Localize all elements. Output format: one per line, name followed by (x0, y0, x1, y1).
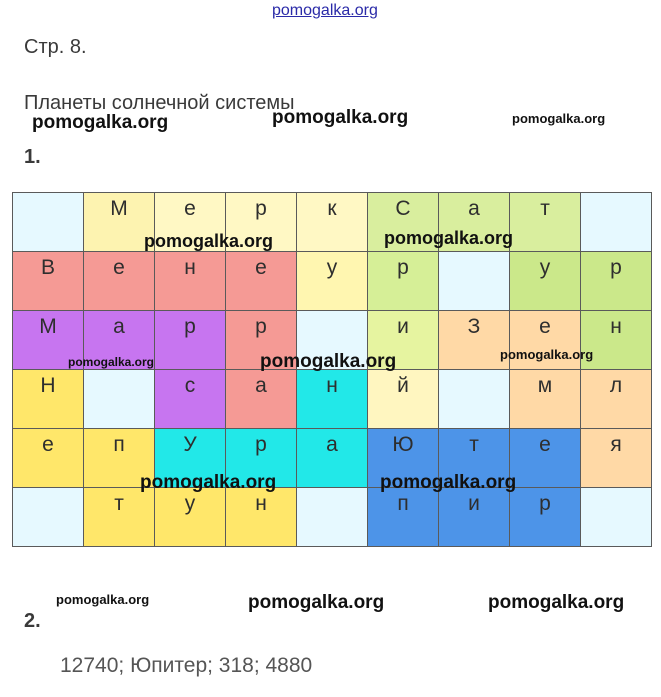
cell-letter: р (255, 197, 267, 220)
top-watermark-link[interactable]: pomogalka.org (272, 2, 378, 19)
cell-letter: н (184, 256, 196, 279)
cell-letter: р (539, 492, 551, 515)
grid-cell (297, 252, 368, 311)
watermark: pomogalka.org (384, 228, 514, 248)
cell-letter: и (397, 315, 409, 338)
cell-letter: у (539, 256, 551, 279)
cell-letter: р (255, 315, 267, 338)
cell-letter: п (113, 433, 125, 456)
grid-cell (13, 488, 84, 547)
grid-cell (155, 370, 226, 429)
cell-letter: у (326, 256, 338, 279)
grid-row (13, 370, 652, 429)
cell-letter: С (395, 197, 411, 220)
grid-cell (368, 488, 439, 547)
grid-cell (13, 429, 84, 488)
grid-cell (581, 488, 652, 547)
grid-cell (439, 488, 510, 547)
page-label: Стр. 8. (24, 36, 87, 58)
cell-letter (581, 193, 651, 197)
cell-letter: к (327, 197, 337, 220)
cell-letter: н (610, 315, 622, 338)
cell-letter: м (537, 374, 553, 397)
cell-letter (13, 488, 83, 492)
grid-cell (226, 488, 297, 547)
cell-letter (13, 193, 83, 197)
grid-cell (297, 488, 368, 547)
grid-cell (368, 370, 439, 429)
grid-row (13, 488, 652, 547)
cell-letter: М (110, 197, 128, 220)
grid-cell (368, 252, 439, 311)
cell-letter: р (610, 256, 622, 279)
grid-cell (13, 370, 84, 429)
cell-letter: н (255, 492, 267, 515)
cell-letter: е (113, 256, 125, 279)
grid-cell (13, 252, 84, 311)
grid-cell (155, 488, 226, 547)
cell-letter: е (184, 197, 196, 220)
cell-letter: а (468, 197, 480, 220)
cell-letter: а (255, 374, 267, 397)
cell-letter: т (469, 433, 479, 456)
watermark: pomogalka.org (140, 472, 277, 493)
watermark: pomogalka.org (500, 347, 594, 362)
cell-letter (439, 370, 509, 374)
watermark: pomogalka.org (272, 107, 409, 128)
grid-cell (297, 429, 368, 488)
cell-letter: с (184, 374, 196, 397)
grid-cell (581, 370, 652, 429)
cell-letter: р (397, 256, 409, 279)
cell-letter (297, 311, 367, 315)
grid-cell (439, 311, 510, 370)
grid-cell (297, 370, 368, 429)
task-1-number: 1. (24, 146, 41, 168)
cell-letter: н (326, 374, 338, 397)
watermark: pomogalka.org (260, 351, 397, 372)
grid-cell (226, 370, 297, 429)
grid-cell (510, 252, 581, 311)
cell-letter (297, 488, 367, 492)
cell-letter: л (609, 374, 623, 397)
grid-cell (84, 252, 155, 311)
cell-letter: В (40, 256, 55, 279)
grid-cell (84, 488, 155, 547)
watermark: pomogalka.org (380, 472, 517, 493)
section-title: Планеты солнечной системы (24, 92, 295, 114)
cell-letter (439, 252, 509, 256)
grid-cell (155, 311, 226, 370)
grid-cell (226, 252, 297, 311)
cell-letter: т (114, 492, 124, 515)
grid-cell (510, 488, 581, 547)
cell-letter: Ю (392, 433, 414, 456)
cell-letter: У (183, 433, 197, 456)
cell-letter: а (326, 433, 338, 456)
cell-letter: и (468, 492, 480, 515)
grid-cell (581, 193, 652, 252)
cell-letter: е (539, 315, 551, 338)
grid-cell (13, 193, 84, 252)
watermark: pomogalka.org (32, 112, 169, 133)
cell-letter: е (42, 433, 54, 456)
grid-cell (84, 370, 155, 429)
cell-letter: т (540, 197, 550, 220)
grid-cell (297, 193, 368, 252)
cell-letter: е (255, 256, 267, 279)
cell-letter: р (184, 315, 196, 338)
cell-letter (84, 370, 154, 374)
grid-row (13, 252, 652, 311)
cell-letter: а (113, 315, 125, 338)
cell-letter: й (397, 374, 409, 397)
watermark: pomogalka.org (248, 592, 385, 613)
watermark: pomogalka.org (56, 592, 150, 607)
cell-letter: Н (40, 374, 56, 397)
cell-letter: у (184, 492, 196, 515)
cell-letter: р (255, 433, 267, 456)
grid-row (13, 193, 652, 252)
grid-cell (581, 429, 652, 488)
cell-letter: З (467, 315, 481, 338)
cell-letter: е (539, 433, 551, 456)
grid-row (13, 429, 652, 488)
task-2-number: 2. (24, 610, 41, 632)
watermark: pomogalka.org (512, 111, 606, 126)
grid-cell (510, 193, 581, 252)
watermark: pomogalka.org (144, 231, 274, 251)
grid-cell (439, 370, 510, 429)
cell-letter (581, 488, 651, 492)
watermark: pomogalka.org (68, 355, 155, 369)
cell-letter: п (397, 492, 409, 515)
cell-letter: я (610, 433, 622, 456)
cell-letter: М (39, 315, 57, 338)
grid-cell (510, 429, 581, 488)
watermark: pomogalka.org (488, 592, 625, 613)
task-2-answer: 12740; Юпитер; 318; 4880 (60, 654, 313, 677)
grid-cell (510, 370, 581, 429)
grid-cell (155, 252, 226, 311)
grid-cell (439, 252, 510, 311)
grid-cell (581, 252, 652, 311)
